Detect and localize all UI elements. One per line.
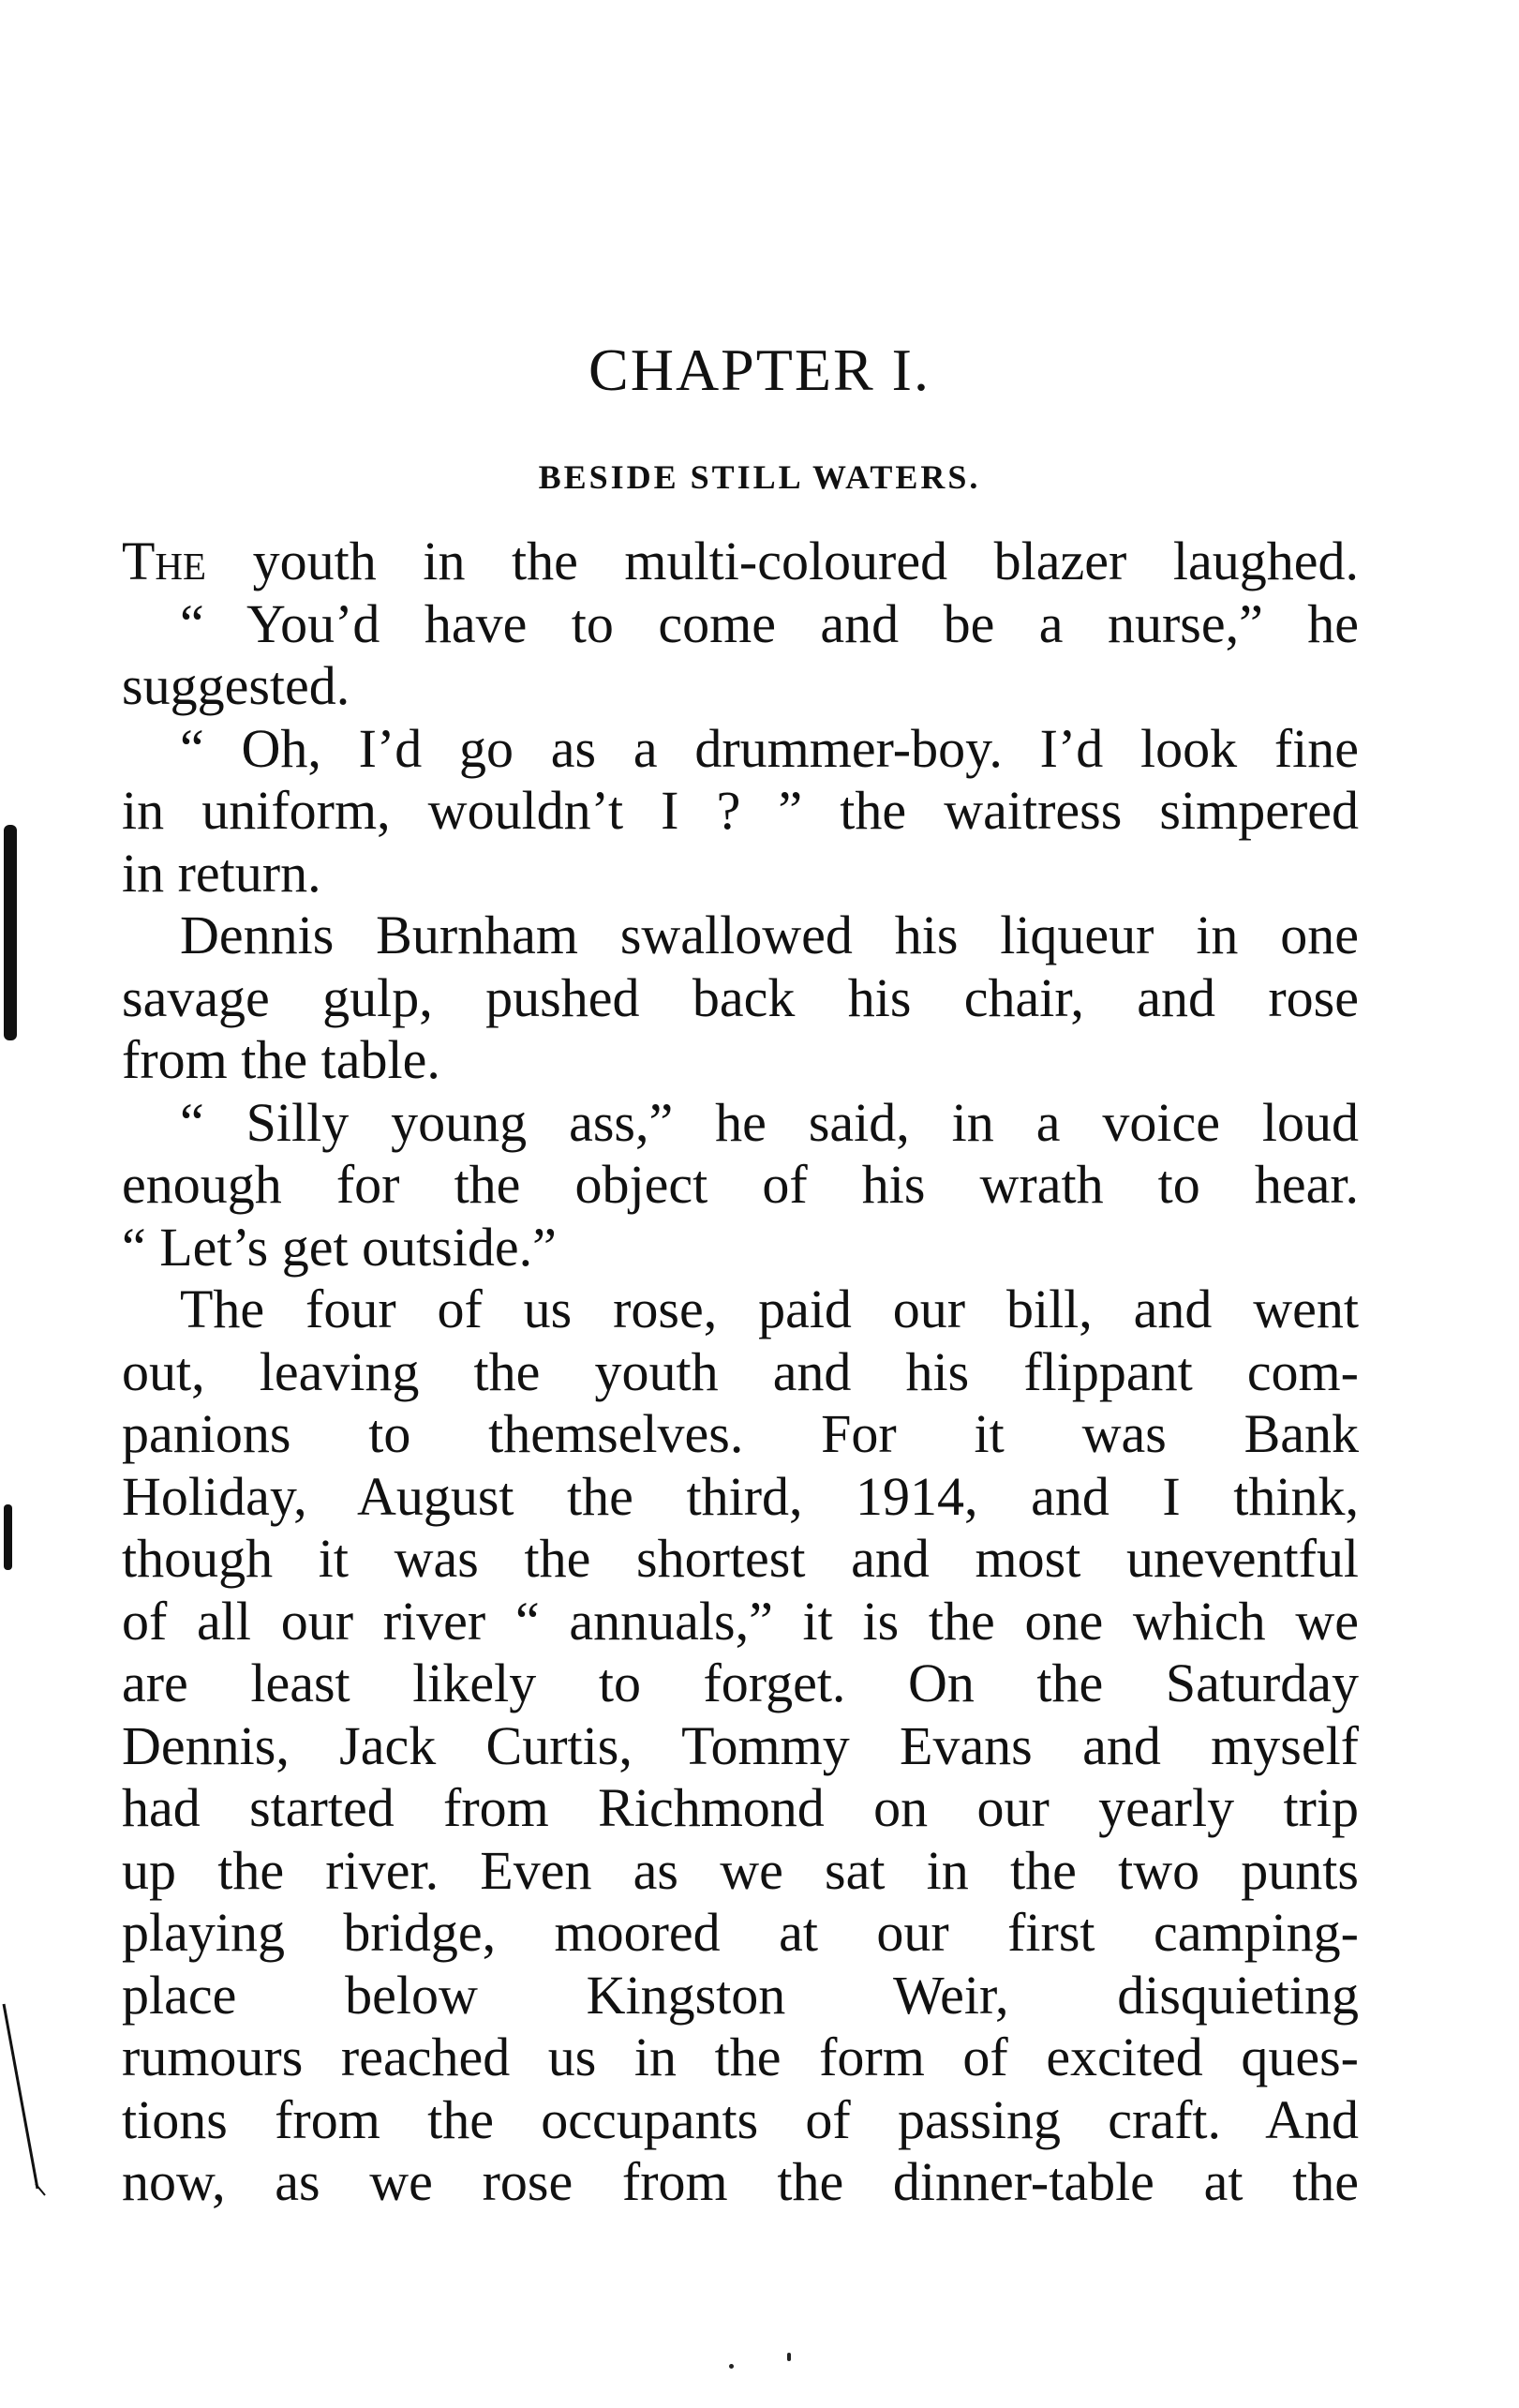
text-line: out, leaving the youth and his flippant com-	[122, 1340, 1359, 1402]
scan-mark-left-lower	[0, 1997, 56, 2203]
text-line: though it was the shortest and most uneventful	[122, 1528, 1359, 1589]
text-line: from the table.	[122, 1029, 440, 1090]
text-line: enough for the object of his wrath to hear.	[122, 1154, 1359, 1215]
text-line: are least likely to forget. On the Saturday	[122, 1653, 1359, 1713]
text-line: up the river. Even as we sat in the two punts	[122, 1839, 1359, 1901]
body-text	[122, 531, 1359, 2214]
text-line: of all our river “ annuals,” it is the one which we	[122, 1590, 1359, 1652]
text-line: in return.	[122, 842, 321, 904]
text-line: Dennis Burnham swallowed his liqueur in one	[180, 905, 1359, 965]
opening-word: The	[122, 531, 207, 591]
text-line: savage gulp, pushed back his chair, and rose	[122, 966, 1359, 1028]
text-line: rumours reached us in the form of excited ques-	[122, 2027, 1359, 2087]
scan-mark-left-middle	[4, 1504, 12, 1570]
text-line: “ Oh, I’d go as a drummer-boy. I’d look fine	[180, 717, 1359, 779]
text-line: in uniform, wouldn’t I ? ” the waitress simpered	[122, 780, 1359, 841]
text-line: tions from the occupants of passing craft. And	[122, 2088, 1359, 2150]
text-line: The four of us rose, paid our bill, and went	[180, 1279, 1359, 1339]
text-line: “ Silly young ass,” he said, in a voice loud	[180, 1091, 1359, 1153]
scan-mark-left-upper	[4, 825, 17, 1040]
text-line: suggested.	[122, 655, 350, 716]
text-line: panions to themselves. For it was Bank	[122, 1403, 1359, 1464]
text-line: “ You’d have to come and be a nurse,” he	[180, 592, 1359, 654]
text-line: Dennis, Jack Curtis, Tommy Evans and myself	[122, 1714, 1359, 1776]
text-line: place below Kingston Weir, disquieting	[122, 1964, 1359, 2026]
text-line: now, as we rose from the dinner-table at the	[122, 2151, 1359, 2212]
text-line: “ Let’s get outside.”	[122, 1216, 557, 1278]
text-line: The youth in the multi-coloured blazer laughed.	[122, 531, 1359, 591]
text-line: playing bridge, moored at our first camping-	[122, 1902, 1359, 1963]
folio-mark-right	[787, 2353, 791, 2361]
text-line: had started from Richmond on our yearly trip	[122, 1777, 1359, 1838]
text-line: Holiday, August the third, 1914, and I think,	[122, 1465, 1359, 1527]
chapter-subtitle: BESIDE STILL WATERS.	[538, 458, 981, 496]
folio-mark-left	[729, 2364, 734, 2369]
chapter-title: CHAPTER I.	[588, 337, 931, 403]
